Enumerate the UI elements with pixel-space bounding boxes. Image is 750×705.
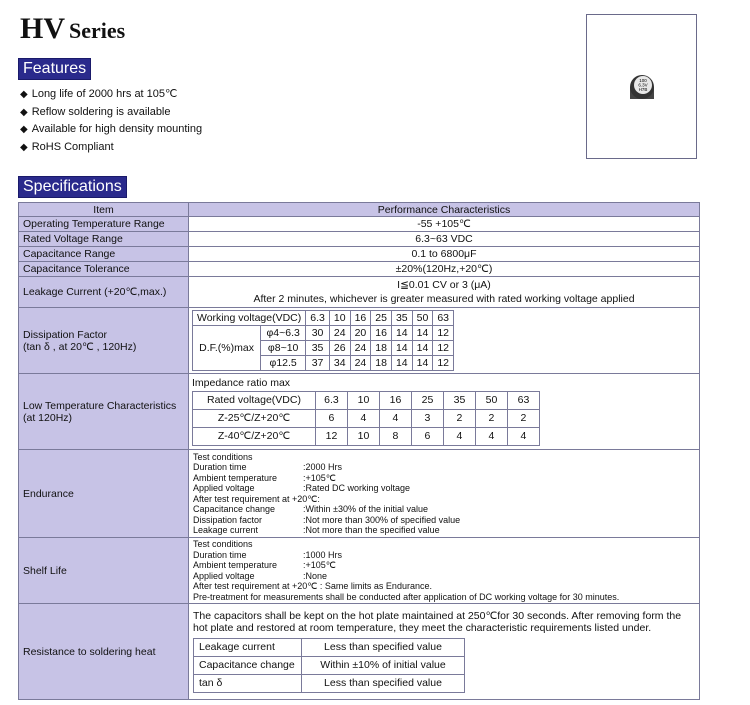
- feature-item: ◆ Long life of 2000 hrs at 105℃: [20, 86, 202, 104]
- ratio-cell: 4: [475, 428, 507, 446]
- df-cell: 24: [350, 356, 371, 371]
- condition-line: Ambient temperature :+105℃: [193, 560, 336, 570]
- page-title: [20, 12, 125, 46]
- row-value: [189, 308, 700, 374]
- voltage-cell: 50: [475, 392, 507, 410]
- ratio-cell: 4: [443, 428, 475, 446]
- condition-line: Ambient temperature :+105℃: [193, 472, 336, 483]
- ratio-cell: 12: [315, 428, 347, 446]
- soldering-value: Less than specified value: [302, 639, 465, 657]
- row-value: 0.1 to 6800μF: [189, 247, 700, 262]
- requirement-line: Dissipation factor :Not more than 300% of specified value: [193, 514, 461, 525]
- row-value: [189, 604, 700, 700]
- voltage-cell: 63: [433, 311, 454, 326]
- ratio-cell: 4: [507, 428, 539, 446]
- row-label: [19, 308, 189, 374]
- ratio-cell: 4: [347, 410, 379, 428]
- feature-item: ◆ RoHS Compliant: [20, 139, 202, 157]
- df-cell: 14: [412, 326, 433, 341]
- voltage-cell: 25: [411, 392, 443, 410]
- test-conditions-title: Test conditions: [193, 539, 253, 549]
- soldering-table: [193, 638, 465, 693]
- feature-item: ◆ Reflow soldering is available: [20, 104, 202, 122]
- df-cell: 30: [306, 326, 330, 341]
- df-cell: 14: [412, 356, 433, 371]
- soldering-key: tan δ: [194, 675, 302, 693]
- product-photo: [586, 14, 697, 159]
- df-cell: 18: [371, 356, 392, 371]
- condition-line: Duration time :1000 Hrs: [193, 549, 343, 560]
- after-test-title: After test requirement at +20℃:: [193, 493, 320, 504]
- row-label: Endurance: [19, 450, 189, 538]
- capacitor-image: [627, 71, 657, 101]
- pretreatment-note: Pre-treatment for measurements shall be conducted after application of DC working voltage for 30 minutes.: [193, 591, 620, 602]
- features-list: [20, 86, 202, 156]
- impedance-caption: Impedance ratio max: [192, 377, 291, 389]
- row-label: Resistance to soldering heat: [19, 604, 189, 700]
- ratio-label: Z-40℃/Z+20℃: [193, 428, 316, 446]
- voltage-cell: 16: [350, 311, 371, 326]
- df-cell: 14: [391, 341, 412, 356]
- row-value: [189, 374, 700, 450]
- row-label: [19, 374, 189, 450]
- soldering-key: Leakage current: [194, 639, 302, 657]
- voltage-cell: 10: [347, 392, 379, 410]
- row-label: Capacitance Range: [19, 247, 189, 262]
- cap-marking-3: H7B: [638, 87, 648, 92]
- voltage-cell: 6.3: [306, 311, 330, 326]
- impedance-table: [192, 391, 540, 446]
- specifications-table: [18, 202, 700, 700]
- ratio-cell: 10: [347, 428, 379, 446]
- voltage-cell: 25: [371, 311, 392, 326]
- dissipation-sublabel: (tan δ , at 20℃ , 120Hz): [23, 340, 137, 353]
- col-perf-header: Performance Characteristics: [189, 203, 700, 217]
- soldering-value: Less than specified value: [302, 675, 465, 693]
- soldering-key: Capacitance change: [194, 657, 302, 675]
- size-cell: φ12.5: [261, 356, 306, 371]
- ratio-cell: 2: [507, 410, 539, 428]
- ratio-cell: 6: [411, 428, 443, 446]
- df-cell: 14: [391, 326, 412, 341]
- size-cell: φ8~10: [261, 341, 306, 356]
- row-label: Rated Voltage Range: [19, 232, 189, 247]
- df-cell: 14: [412, 341, 433, 356]
- df-cell: 12: [433, 356, 454, 371]
- voltage-cell: 50: [412, 311, 433, 326]
- specifications-heading: Specifications: [18, 176, 127, 198]
- df-cell: 12: [433, 341, 454, 356]
- df-cell: 34: [329, 356, 350, 371]
- row-value: [189, 450, 700, 538]
- size-cell: φ4~6.3: [261, 326, 306, 341]
- row-value: 6.3~63 VDC: [189, 232, 700, 247]
- df-cell: 35: [306, 341, 330, 356]
- voltage-cell: 10: [329, 311, 350, 326]
- ratio-cell: 2: [443, 410, 475, 428]
- condition-line: Duration time :2000 Hrs: [193, 462, 343, 472]
- ratio-cell: 2: [475, 410, 507, 428]
- row-value: ±20%(120Hz,+20℃): [189, 262, 700, 277]
- df-label: D.F.(%)max: [193, 326, 261, 371]
- features-heading: Features: [18, 58, 91, 80]
- voltage-cell: 35: [443, 392, 475, 410]
- leakage-note: After 2 minutes, whichever is greater measured with rated working voltage applied: [253, 293, 635, 305]
- title-main: HV: [20, 12, 65, 45]
- ratio-cell: 6: [315, 410, 347, 428]
- low-temp-sublabel: (at 120Hz): [23, 411, 73, 424]
- row-label: Operating Temperature Range: [19, 217, 189, 232]
- voltage-header: Working voltage(VDC): [193, 311, 306, 326]
- low-temp-label: Low Temperature Characteristics: [23, 399, 177, 412]
- soldering-value: Within ±10% of initial value: [302, 657, 465, 675]
- df-cell: 20: [350, 326, 371, 341]
- voltage-cell: 6.3: [315, 392, 347, 410]
- after-test-title: After test requirement at +20℃ : Same limits as Endurance.: [193, 581, 432, 591]
- cap-marking-1: 100: [639, 78, 647, 83]
- col-item-header: Item: [19, 203, 189, 217]
- df-cell: 14: [391, 356, 412, 371]
- ratio-cell: 4: [379, 410, 411, 428]
- row-label: Shelf Life: [19, 538, 189, 604]
- df-cell: 16: [371, 326, 392, 341]
- row-label: Capacitance Tolerance: [19, 262, 189, 277]
- feature-item: ◆ Available for high density mounting: [20, 121, 202, 139]
- ratio-cell: 3: [411, 410, 443, 428]
- row-value: [189, 277, 700, 308]
- df-cell: 37: [306, 356, 330, 371]
- voltage-header: Rated voltage(VDC): [193, 392, 316, 410]
- voltage-cell: 16: [379, 392, 411, 410]
- test-conditions-title: Test conditions: [193, 451, 253, 462]
- requirement-line: Leakage current :Not more than the specified value: [193, 525, 440, 535]
- ratio-cell: 8: [379, 428, 411, 446]
- df-cell: 24: [350, 341, 371, 356]
- cap-marking-2: 6.3V: [638, 82, 648, 88]
- row-label: Leakage Current (+20℃,max.): [19, 277, 189, 308]
- title-suffix: Series: [69, 18, 126, 43]
- condition-line: Applied voltage :Rated DC working voltage: [193, 483, 411, 493]
- df-cell: 18: [371, 341, 392, 356]
- ratio-label: Z-25℃/Z+20℃: [193, 410, 316, 428]
- voltage-cell: 35: [391, 311, 412, 326]
- row-value: -55 +105℃: [189, 217, 700, 232]
- row-value: [189, 538, 700, 604]
- df-cell: 24: [329, 326, 350, 341]
- leakage-formula: I≦0.01 CV or 3 (μA): [397, 279, 491, 291]
- soldering-description: The capacitors shall be kept on the hot plate maintained at 250℃for 30 seconds. After removing form the hot plate and restored at room temperature, they meet the characteristic requirements listed under.: [193, 610, 682, 634]
- df-cell: 26: [329, 341, 350, 356]
- condition-line: Applied voltage :None: [193, 570, 328, 581]
- dissipation-label: Dissipation Factor: [23, 328, 108, 341]
- df-cell: 12: [433, 326, 454, 341]
- voltage-cell: 63: [507, 392, 539, 410]
- requirement-line: Capacitance change :Within ±30% of the initial value: [193, 504, 429, 514]
- dissipation-table: [192, 310, 454, 371]
